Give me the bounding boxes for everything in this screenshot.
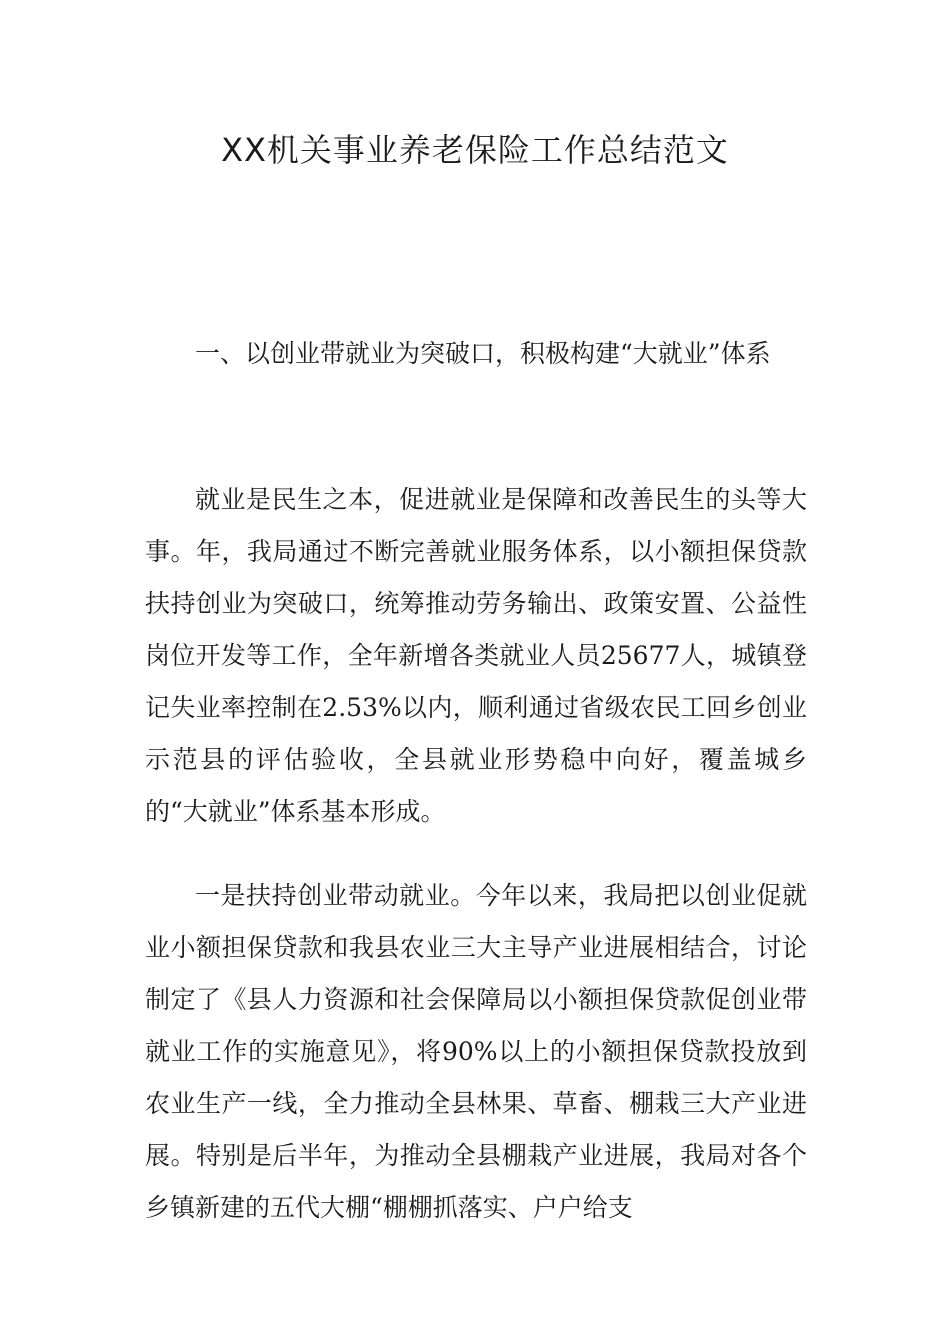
paragraph-1: 就业是民生之本，促进就业是保障和改善民生的头等大事。年，我局通过不断完善就业服务体系，以小额担保贷款扶持创业为突破口，统筹推动劳务输出、政策安置、公益性岗位开发等工作，全年新增各类就业人员25677人，城镇登记失业率控制在2.53%以内，顺利通过省级农民工回乡创业示范县的评估验收，全县就业形势稳中向好，覆盖城乡的“大就业”体系基本形成。: [145, 485, 807, 826]
paragraph-2: 一是扶持创业带动就业。今年以来，我局把以创业促就业小额担保贷款和我县农业三大主导产业进展相结合，讨论制定了《县人力资源和社会保障局以小额担保贷款促创业带就业工作的实施意见》，将90%以上的小额担保贷款投放到农业生产一线，全力推动全县林果、草畜、棚栽三大产业进展。特别是后半年，为推动全县棚栽产业进展，我局对各个乡镇新建的五代大棚“棚棚抓落实、户户给支: [145, 881, 807, 1222]
section-heading: 一、以创业带就业为突破口，积极构建“大就业”体系: [195, 339, 771, 368]
document-title: XX机关事业养老保险工作总结范文: [221, 131, 729, 169]
